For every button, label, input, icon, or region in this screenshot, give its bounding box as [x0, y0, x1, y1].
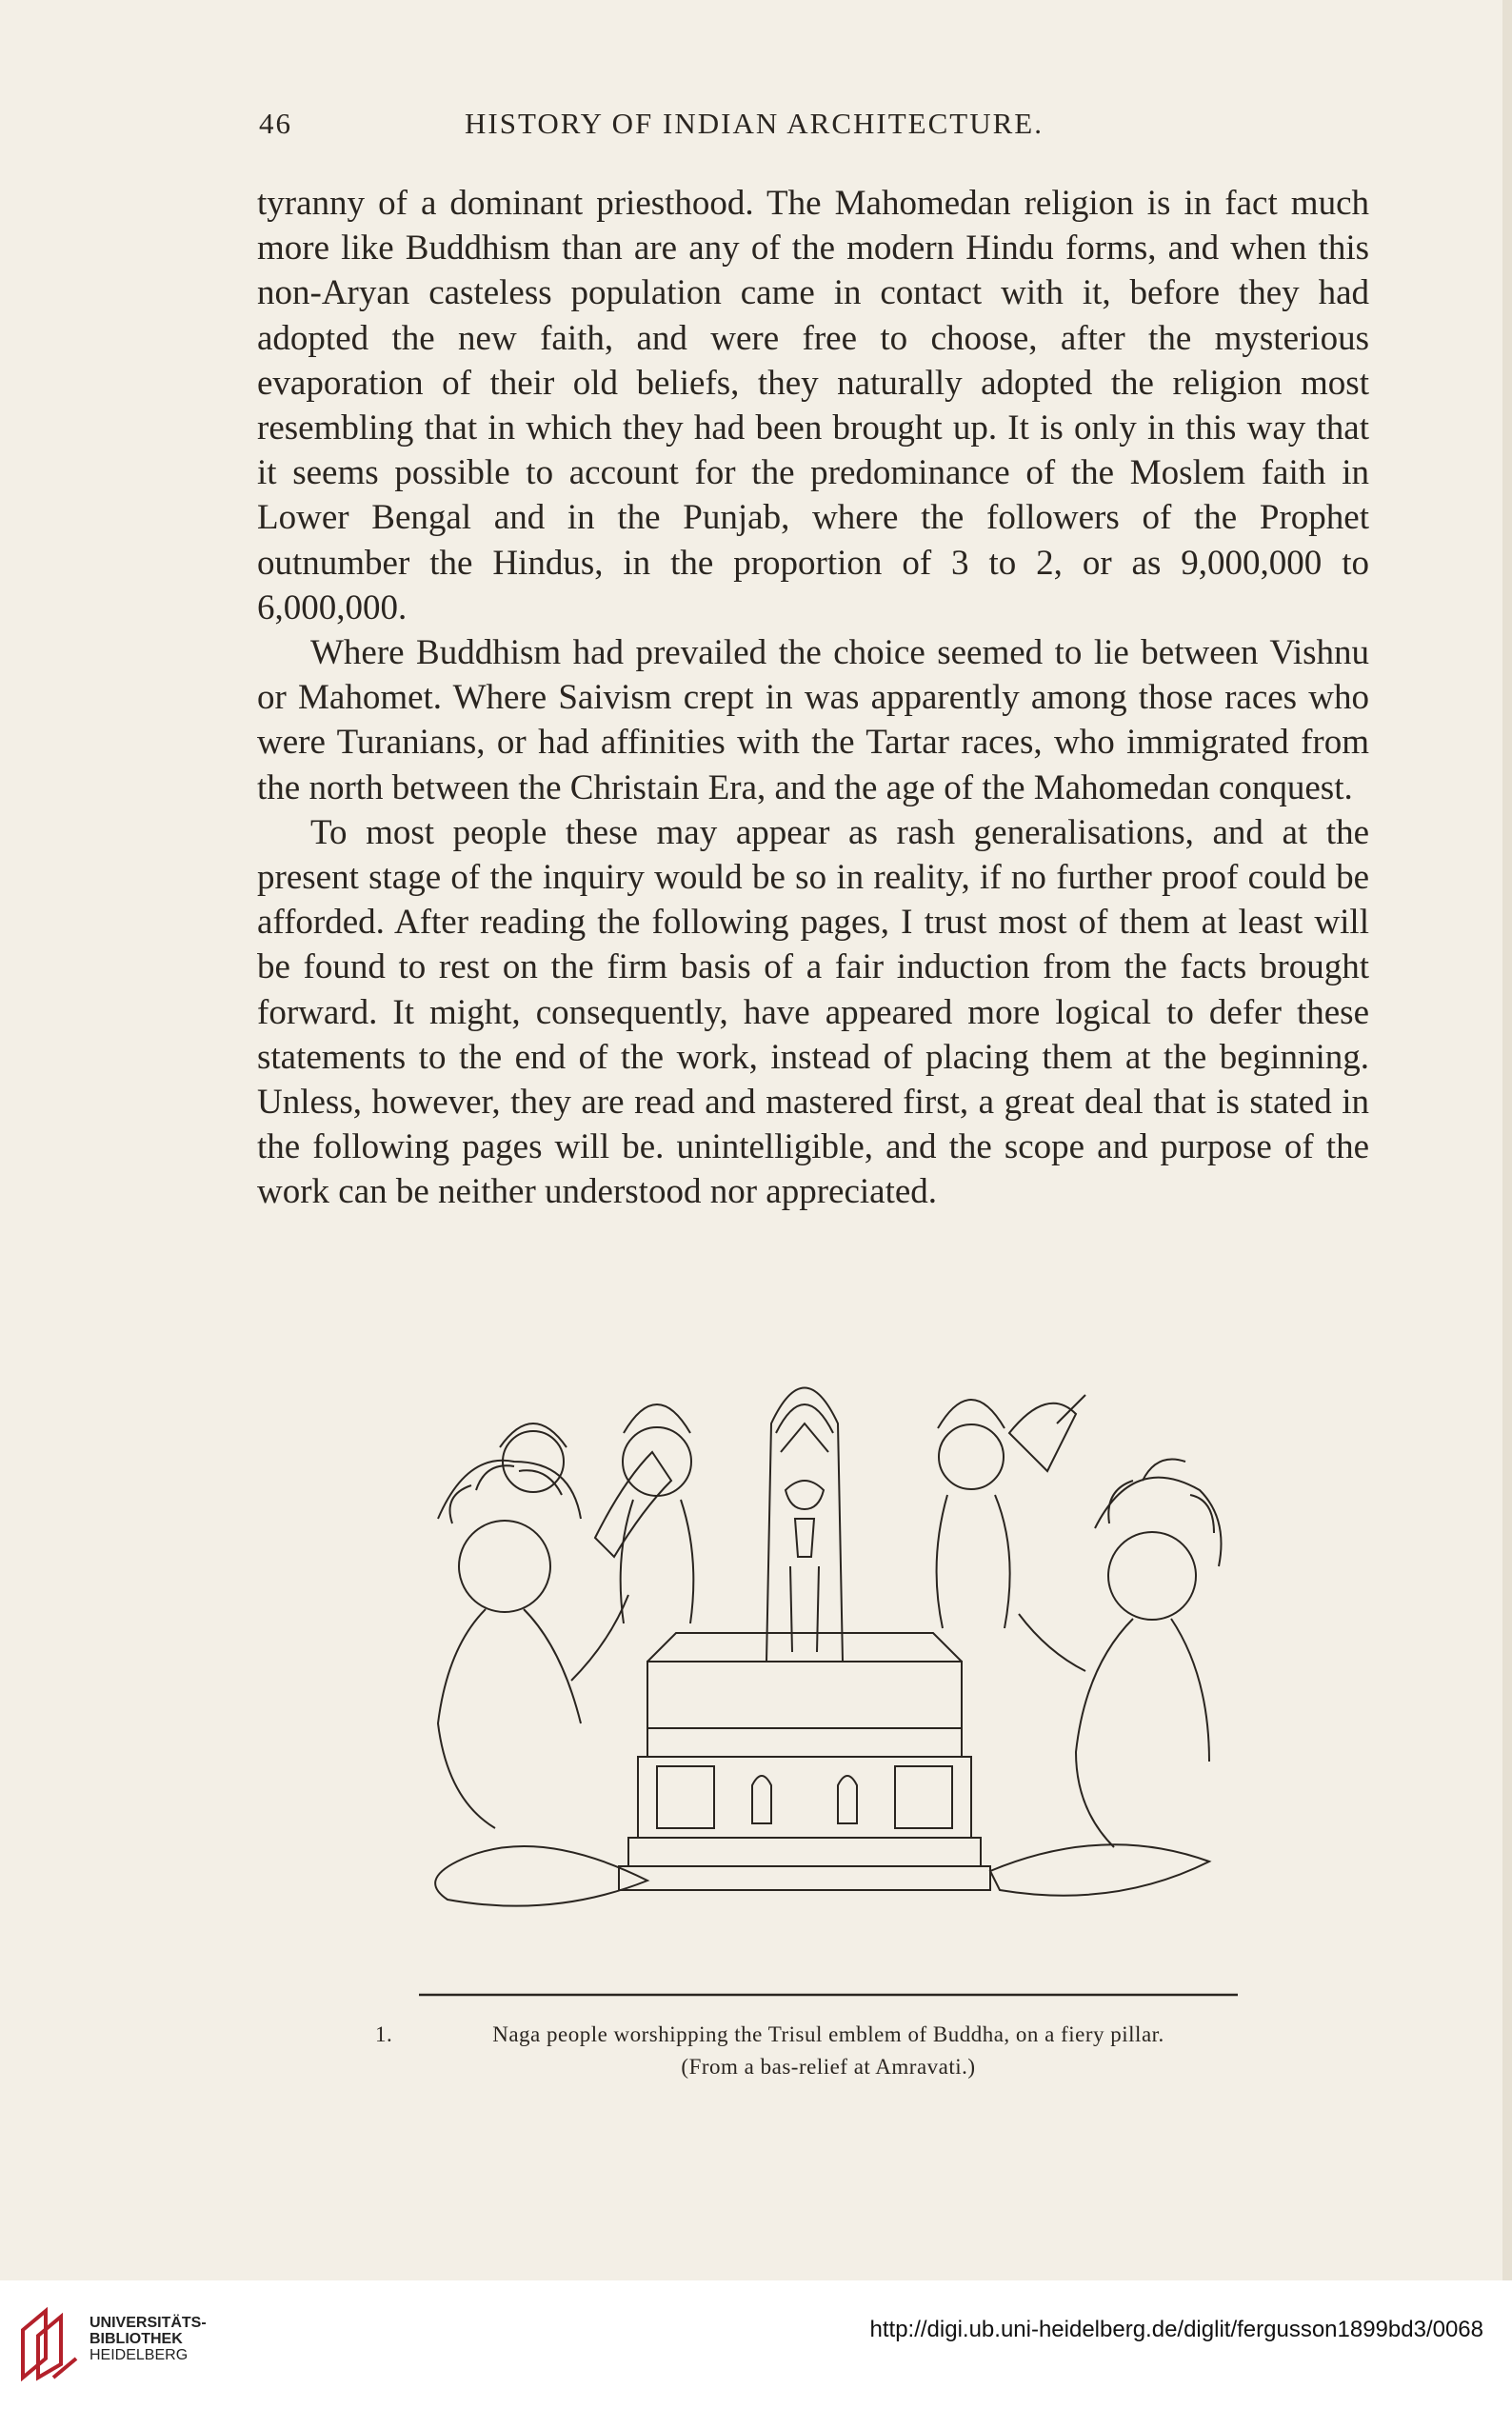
digitization-footer	[0, 2280, 1512, 2409]
library-logo-icon[interactable]	[17, 2307, 82, 2381]
body-text	[257, 181, 1369, 1215]
library-line-3: HEIDELBERG	[90, 2347, 189, 2363]
page-edge	[1502, 0, 1512, 2280]
paragraph: To most people these may appear as rash generalisations, and at the present stage of the inquiry would be so in reality, if no further proof could be afforded. After reading the following pages, I trust most of them at least will be found to rest on the firm basis of a fair induction from the facts brought forward. It might, consequently, have appeared more logical to defer these statements to the end of the work, instead of placing them at the beginning. Unless, however, they are read and mastered first, a great deal that is stated in the following pages will be. unintelligible, and the scope and purpose of the work can be neither understood nor appreciated.	[257, 812, 1369, 1212]
library-line-1: UNIVERSITÄTS-	[90, 2315, 207, 2331]
running-title: HISTORY OF INDIAN ARCHITECTURE.	[465, 107, 1044, 140]
figure-caption	[362, 2019, 1295, 2083]
paragraph: tyranny of a dominant priesthood. The Mahomedan religion is in fact much more like Buddhism than are any of the modern Hindu forms, and when this non-Aryan casteless population came in contact with it, before they had adopted the new faith, and were free to choose, after the mysterious evaporation of their old beliefs, they naturally adopted the religion most resembling that in which they had been brought up. It is only in this way that it seems possible to account for the predominance of the Moslem faith in Lower Bengal and in the Punjab, where the followers of the Prophet outnumber the Hindus, in the proportion of 3 to 2, or as 9,000,000 to 6,000,000.	[257, 184, 1369, 627]
library-name	[90, 2315, 207, 2363]
engraving-drawing	[400, 1366, 1257, 2014]
paragraph: Where Buddhism had prevailed the choice seemed to lie between Vishnu or Mahomet. Where Saivism crept in was apparently among those races who were Turanians, or had affinities with the Tartar races, who immigrated from the north between the Christain Era, and the age of the Mahomedan conquest.	[257, 633, 1369, 807]
page-number: 46	[259, 107, 292, 140]
caption-source: (From a bas-relief at Amravati.)	[681, 2055, 976, 2079]
source-url-link[interactable]: http://digi.ub.uni-heidelberg.de/diglit/fergusson1899bd3/0068	[869, 2317, 1483, 2342]
library-line-2: BIBLIOTHEK	[90, 2331, 183, 2347]
caption-text: Naga people worshipping the Trisul emblem of Buddha, on a fiery pillar.	[492, 2022, 1164, 2046]
bas-relief-illustration	[400, 1366, 1257, 2014]
figure-number: 1.	[375, 2022, 393, 2046]
